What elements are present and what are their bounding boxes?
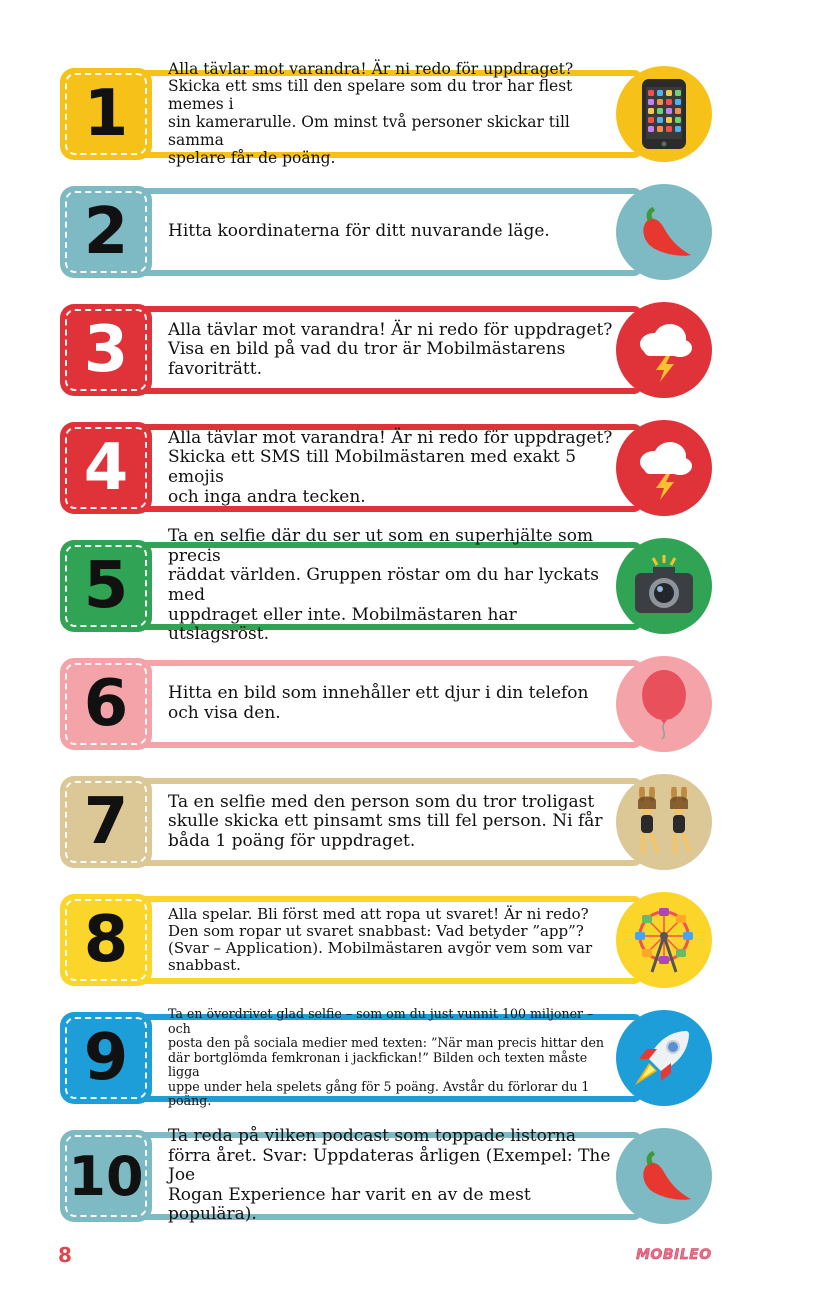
challenge-text-line: Alla spelar. Bli först med att ropa ut svaret! Är ni redo?	[168, 904, 589, 923]
challenge-text-line: Hitta en bild som innehåller ett djur i din telefon	[168, 683, 589, 704]
challenge-text-line: (Svar – Application). Mobilmästaren avgör vem som var	[168, 939, 593, 957]
number-badge	[60, 894, 152, 986]
challenge-text-line: Skicka ett sms till den spelare som du tror har flest memes i	[168, 77, 573, 114]
challenge-text-line: Skicka ett SMS till Mobilmästaren med exakt 5 emojis	[168, 447, 577, 487]
challenge-text-line: Alla tävlar mot varandra! Är ni redo för uppdraget?	[168, 427, 613, 448]
challenge-text-line: snabbast.	[168, 956, 241, 975]
challenge-text	[168, 59, 614, 167]
storm-cloud-icon	[616, 302, 712, 398]
ferris-wheel-icon	[616, 892, 712, 988]
challenge-card-3	[58, 302, 712, 398]
number-badge	[60, 422, 152, 514]
challenge-text	[168, 902, 614, 978]
bunny-dancers-icon	[616, 774, 712, 870]
challenge-text	[168, 427, 614, 507]
challenge-text-line: Alla tävlar mot varandra! Är ni redo för uppdraget?	[168, 319, 613, 340]
challenge-number: 8	[83, 903, 129, 977]
storm-cloud-icon	[616, 420, 712, 516]
challenge-text-line: där bortglömda femkronan i jackfickan!” Bilden och texten måste ligga	[168, 1049, 588, 1080]
number-badge	[60, 776, 152, 868]
challenge-number: 6	[83, 667, 129, 741]
challenge-number: 7	[83, 785, 129, 859]
number-badge	[60, 1012, 152, 1104]
smartphone-icon	[616, 66, 712, 162]
number-badge	[60, 540, 152, 632]
challenge-number: 1	[83, 77, 129, 151]
challenge-card-1	[58, 59, 712, 167]
challenge-card-6	[58, 656, 712, 752]
challenge-card-9	[58, 1006, 712, 1109]
challenge-text-line: spelare får de poäng.	[168, 148, 336, 167]
challenge-number: 4	[83, 431, 129, 505]
challenge-text-line: Ta en överdrivet glad selfie – som om du just vunnit 100 miljoner – och	[168, 1006, 594, 1036]
number-badge	[60, 304, 152, 396]
number-badge	[60, 186, 152, 278]
balloon-icon	[616, 656, 712, 752]
challenge-text	[168, 526, 614, 645]
challenge-text-line: och inga andra tecken.	[168, 486, 366, 507]
page-number: 8	[58, 1243, 72, 1267]
challenge-text-line: Hitta koordinaterna för ditt nuvarande läge.	[168, 221, 550, 242]
chili-pepper-icon	[616, 184, 712, 280]
challenge-text-line: skulle skicka ett pinsamt sms till fel person. Ni får	[168, 811, 603, 832]
number-badge	[60, 658, 152, 750]
camera-flash-icon	[616, 538, 712, 634]
challenge-text-line: Den som ropar ut svaret snabbast: Vad betyder ”app”?	[168, 921, 584, 940]
challenge-text	[168, 666, 614, 742]
rocket-icon	[616, 1010, 712, 1106]
challenge-text-line: båda 1 poäng för uppdraget.	[168, 830, 416, 851]
challenge-text-line: Visa en bild på vad du tror är Mobilmästarens	[168, 339, 566, 360]
challenge-number: 2	[83, 195, 129, 269]
challenge-text-line: sin kamerarulle. Om minst två personer skickar till samma	[168, 113, 570, 149]
challenge-text-line: Ta reda på vilken podcast som toppade listorna	[168, 1126, 577, 1147]
challenge-text-line: räddat världen. Gruppen röstar om du har lyckats med	[168, 565, 599, 605]
challenge-card-5	[58, 526, 712, 645]
challenge-text-line: favoriträtt.	[168, 358, 262, 379]
challenge-text-line: Ta en selfie där du ser ut som en superhjälte som precis	[168, 526, 594, 566]
challenge-text-line: uppdraget eller inte. Mobilmästaren har utslagsröst.	[168, 604, 517, 645]
challenge-text	[168, 784, 614, 860]
challenge-text-line: förra året. Svar: Uppdateras årligen (Exempel: The Joe	[168, 1145, 611, 1186]
challenge-text	[168, 312, 614, 388]
number-badge	[60, 68, 152, 160]
challenge-text-line: Alla tävlar mot varandra! Är ni redo för uppdraget?	[168, 59, 574, 78]
challenge-text-line: och visa den.	[168, 703, 281, 723]
challenge-text-line: Rogan Experience har varit en av de mest populära).	[168, 1184, 531, 1225]
challenge-text-line: uppe under hela spelets gång för 5 poäng. Avstår du förlorar du 1 poäng.	[168, 1078, 590, 1109]
number-badge	[60, 1130, 152, 1222]
challenge-text	[168, 1126, 614, 1225]
challenge-text-line: posta den på sociala medier med texten: ”När man precis hittar den	[168, 1035, 605, 1051]
challenge-number: 10	[68, 1144, 144, 1208]
challenge-text-line: Ta en selfie med den person som du tror troligast	[168, 791, 595, 812]
challenge-number: 9	[83, 1021, 129, 1095]
challenge-card-4	[58, 420, 712, 516]
challenge-text	[168, 1006, 614, 1109]
brand-logo: MOBILEO	[636, 1247, 712, 1263]
challenge-card-7	[58, 774, 712, 870]
challenge-card-8	[58, 892, 712, 988]
chili-pepper-icon	[616, 1128, 712, 1224]
challenge-card-2	[58, 184, 712, 280]
challenge-number: 3	[83, 313, 129, 387]
challenge-text	[168, 194, 614, 270]
challenge-number: 5	[83, 549, 129, 623]
challenge-card-10	[58, 1128, 712, 1224]
